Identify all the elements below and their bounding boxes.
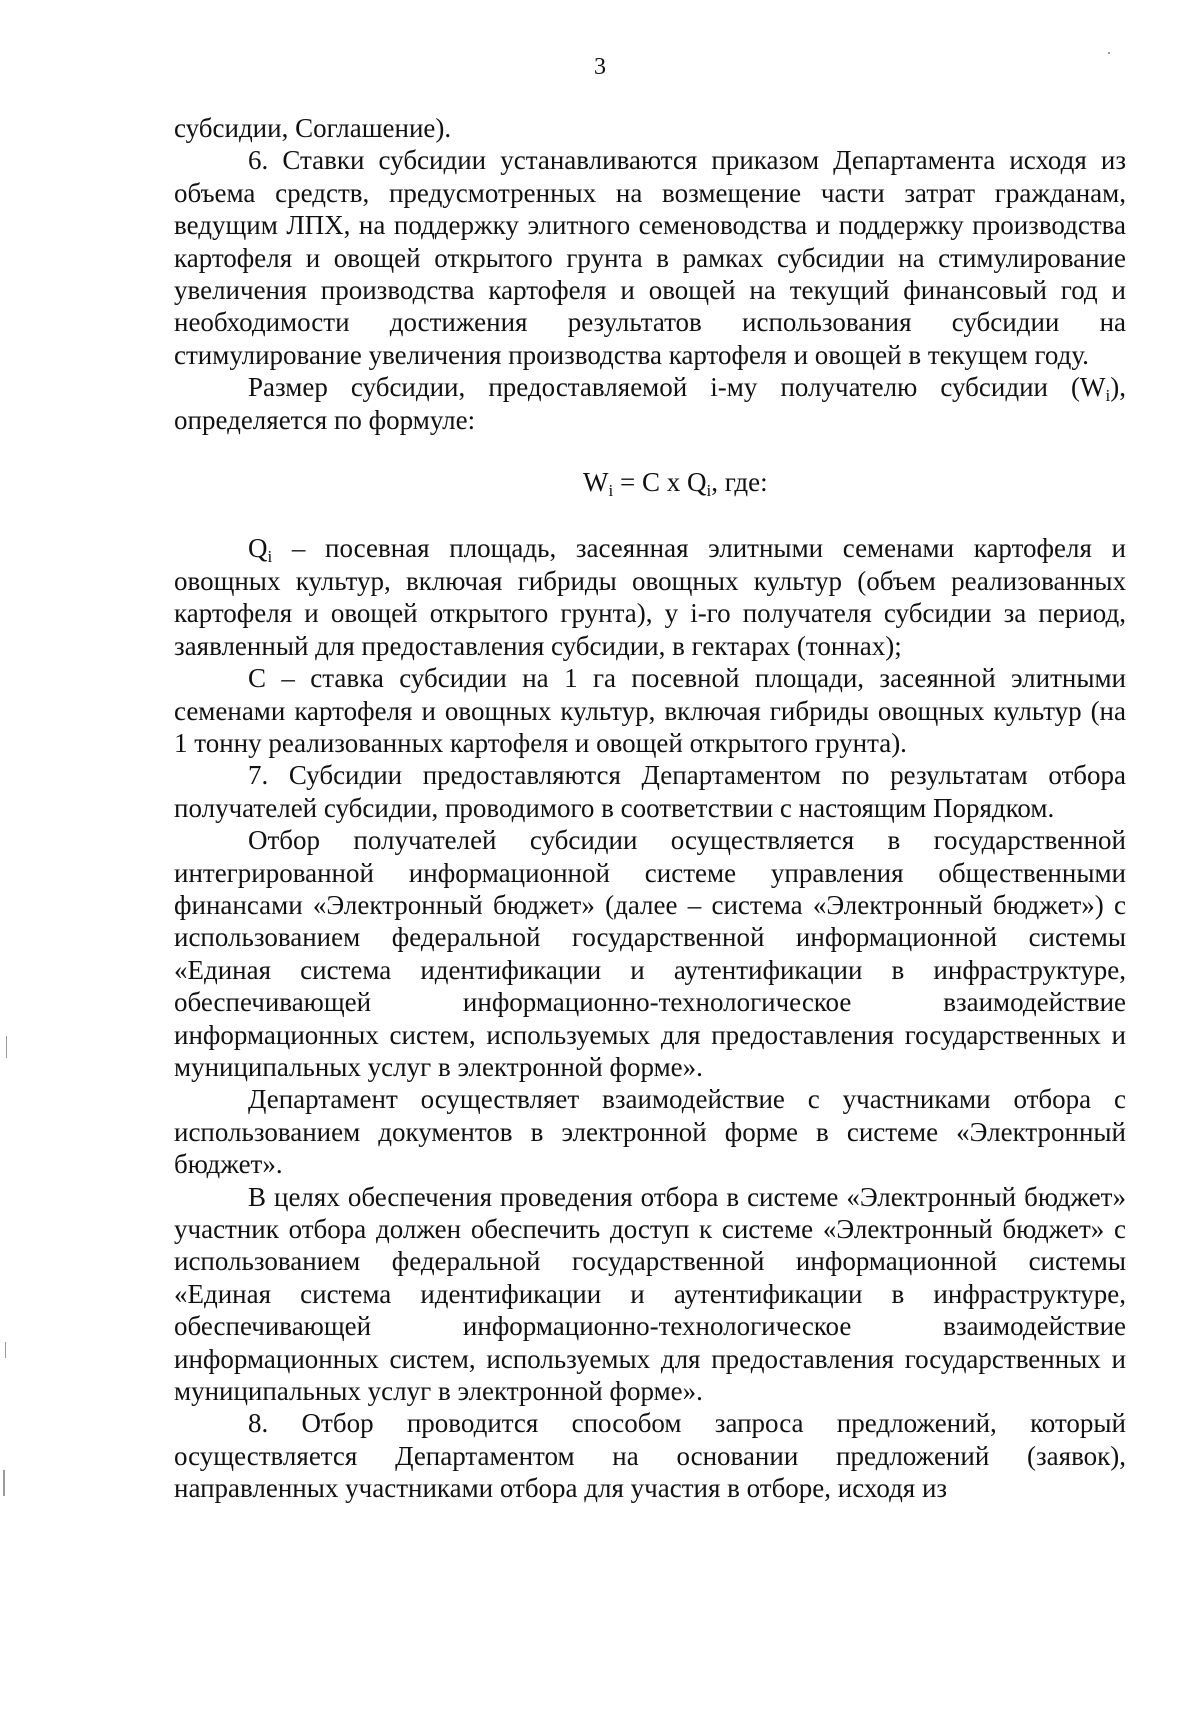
definition-q-subscript: i [267, 547, 273, 567]
subsidy-size-text: Размер субсидии, предоставляемой i-му получателю субсидии (W [248, 372, 1106, 403]
scan-mark [3, 1470, 5, 1496]
scan-mark [1108, 52, 1110, 54]
paragraph-department-interaction: Департамент осуществляет взаимодействие с участниками отбора с использованием документов в электронной форме в системе «Электронный бюджет». [174, 1084, 1126, 1180]
formula-q-subscript: i [706, 481, 712, 501]
formula-w-subscript: i [608, 481, 614, 501]
paragraph-subsidy-size [174, 371, 1126, 436]
formula-tail: , где: [711, 467, 768, 498]
formula-middle: = C x Q [613, 467, 707, 498]
scan-mark [6, 1036, 7, 1058]
definition-c: C – ставка субсидии на 1 га посевной площади, засеянной элитными семенами картофеля и овощных культур, включая гибриды овощных культур (на 1 тонну реализованных картофеля и овощей открытого грунта). [174, 663, 1126, 758]
definition-q [174, 532, 1126, 662]
definition-q-symbol: Q [248, 533, 268, 564]
document-body [174, 112, 1126, 1505]
paragraph-selection-system: Отбор получателей субсидии осуществляется в государственной интегрированной информационной системе управления общественными финансами «Электронный бюджет» (далее – система «Электронный бюджет») с использованием федеральной государственной информационной системы «Единая система идентификации и аутентификации в инфраструктуре, обеспечивающей информационно-технологическое взаимодействие информационных систем, используемых для предоставления государственных и муниципальных услуг в электронной форме». [174, 825, 1126, 1082]
paragraph-8-method: 8. Отбор проводится способом запроса предложений, который осуществляется Департаментом на основании предложений (заявок), направленных участниками отбора для участия в отборе, исходя из [174, 1408, 1126, 1504]
paragraph-7-provision: 7. Субсидии предоставляются Департаментом по результатам отбора получателей субсидии, проводимого в соответствии с настоящим Порядком. [174, 760, 1126, 823]
paragraph-continuation: субсидии, Соглашение). [174, 113, 452, 143]
paragraph-access-requirement: В целях обеспечения проведения отбора в системе «Электронный бюджет» участник отбора должен обеспечить доступ к системе «Электронный бюджет» с использованием федеральной государственной информационной системы «Единая система идентификации и аутентификации в инфраструктуре, обеспечивающей информационно-технологическое взаимодействие информационных систем, используемых для предоставления государственных и муниципальных услуг в электронной форме». [174, 1181, 1126, 1407]
paragraph-6-rates: 6. Ставки субсидии устанавливаются приказом Департамента исходя из объема средств, предусмотренных на возмещение части затрат гражданам, ведущим ЛПХ, на поддержку элитного семеноводства и поддержку производства картофеля и овощей открытого грунта в рамках субсидии на стимулирование увеличения производства картофеля и овощей на текущий финансовый год и необходимости достижения результатов использования субсидии на стимулирование увеличения производства картофеля и овощей в текущем году. [174, 145, 1126, 370]
page-number: 3 [594, 54, 606, 80]
formula-w: W [583, 467, 609, 498]
subsidy-size-subscript: i [1105, 386, 1111, 406]
scan-mark [5, 1342, 6, 1358]
subsidy-size-text-end: ), определяется по формуле: [174, 372, 1126, 435]
formula [174, 466, 1126, 501]
definition-q-text: – посевная площадь, засеянная элитными семенами картофеля и овощных культур, включая гибриды овощных культур (объем реализованных картофеля и овощей открытого грунта), у i-го получателя субсидии за период, заявленный для предоставления субсидии, в гектарах (тоннах); [174, 533, 1126, 661]
